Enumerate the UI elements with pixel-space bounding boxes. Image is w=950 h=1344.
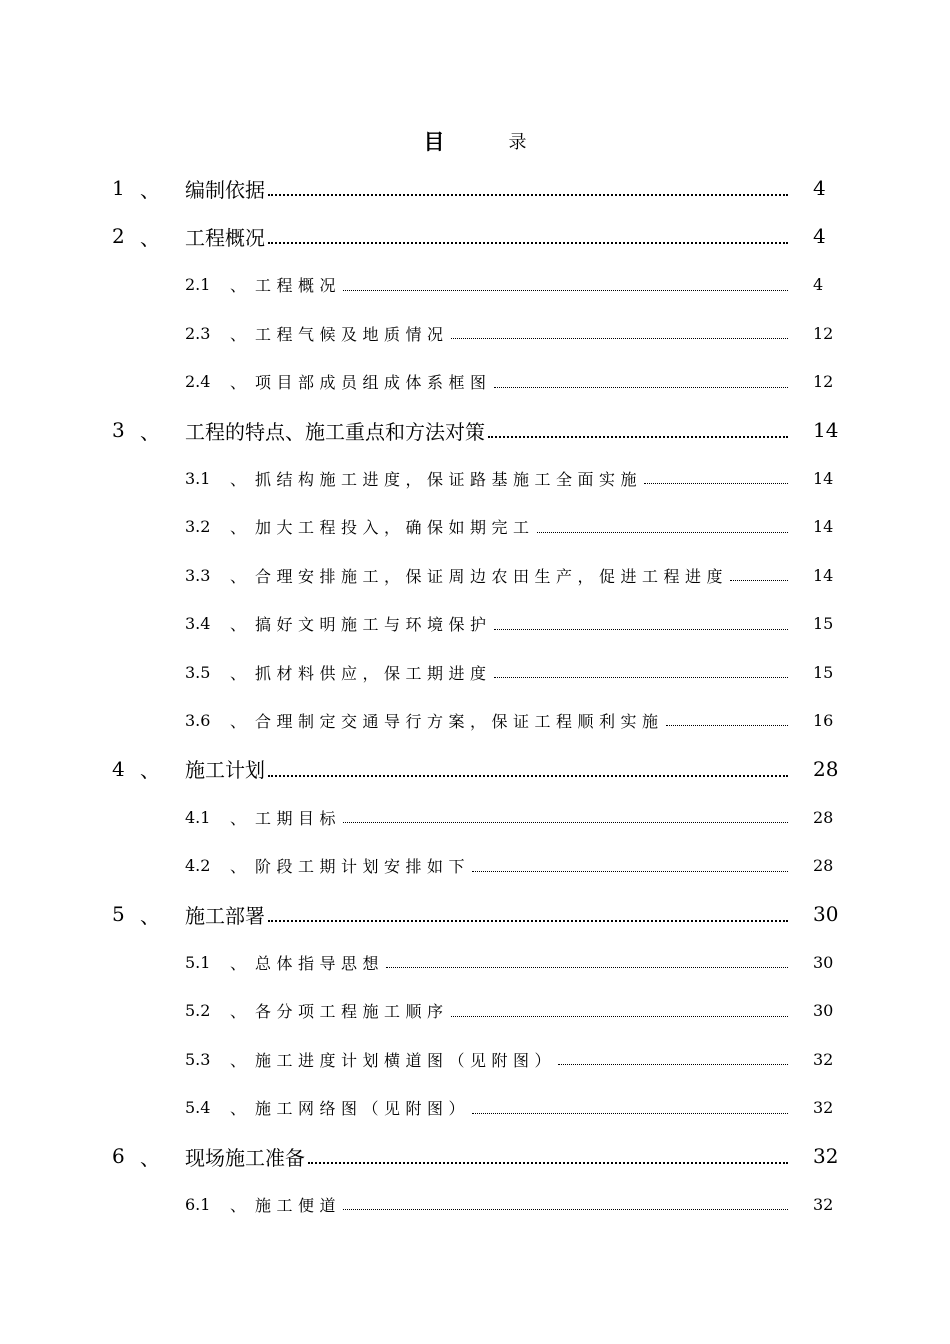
toc-entry-page: 28 (813, 807, 834, 827)
toc-entry-number: 4.1 (185, 807, 211, 827)
toc-entry-separator: 、 (230, 615, 247, 635)
toc-entry-label: 工程概况 (255, 273, 342, 296)
toc-entry-number: 3 (112, 418, 125, 442)
dot-leader (472, 1111, 788, 1114)
toc-entry-label: 项目部成员组成体系框图 (255, 370, 493, 393)
toc-entry-label: 各分项工程施工顺序 (255, 999, 450, 1022)
toc-entry-separator: 、 (230, 324, 247, 344)
toc-entry-separator: 、 (140, 1145, 160, 1170)
toc-entry-label: 加大工程投入，确保如期完工 (255, 515, 536, 538)
toc-entry-number: 2 (112, 224, 125, 249)
toc-entry[interactable] (0, 704, 950, 736)
toc-entry[interactable] (0, 1188, 950, 1220)
toc-entry-label: 阶段工期计划安排如下 (255, 854, 471, 877)
toc-entry-label: 施工进度计划横道图（见附图） (255, 1048, 557, 1071)
dot-leader (730, 578, 788, 581)
toc-entry-page: 4 (813, 224, 826, 249)
toc-entry[interactable] (0, 462, 950, 494)
toc-entry-separator: 、 (140, 419, 160, 444)
dot-leader (308, 1160, 788, 1164)
toc-entry[interactable] (0, 511, 950, 543)
toc-entry-separator: 、 (230, 276, 247, 296)
toc-entry-separator: 、 (230, 808, 247, 828)
toc-entry[interactable] (0, 946, 950, 978)
toc-entry[interactable] (0, 172, 950, 204)
toc-entry-label: 抓结构施工进度，保证路基施工全面实施 (255, 467, 643, 490)
toc-entry[interactable] (0, 414, 950, 446)
toc-entry-number: 2.1 (185, 275, 211, 295)
dot-leader (268, 773, 788, 777)
toc-entry-page: 14 (813, 565, 834, 585)
toc-entry-number: 5.2 (185, 1001, 211, 1021)
toc-entry-separator: 、 (230, 1002, 247, 1022)
toc-entry-separator: 、 (140, 903, 160, 928)
toc-entry-label: 搞好文明施工与环境保护 (255, 612, 493, 635)
toc-entry-separator: 、 (230, 469, 247, 489)
toc-entry-number: 5.3 (185, 1049, 211, 1069)
toc-entry-separator: 、 (230, 1195, 247, 1215)
toc-entry-number: 3.5 (185, 662, 211, 682)
toc-entry-separator: 、 (230, 663, 247, 683)
toc-entry-page: 32 (813, 1049, 834, 1069)
toc-entry-page: 4 (813, 275, 824, 295)
dot-leader (343, 1207, 788, 1210)
toc-entry[interactable] (0, 1043, 950, 1075)
toc-entry-page: 12 (813, 323, 834, 343)
dot-leader (666, 723, 788, 726)
toc-entry[interactable] (0, 269, 950, 301)
toc-entry-label: 施工便道 (255, 1193, 342, 1216)
toc-entry-page: 15 (813, 662, 834, 682)
dot-leader (494, 675, 788, 678)
toc-entry-number: 3.6 (185, 710, 211, 730)
toc-entry[interactable] (0, 220, 950, 252)
toc-entry-page: 12 (813, 372, 834, 392)
toc-entry-separator: 、 (140, 758, 160, 783)
toc-entry-number: 3.1 (185, 468, 211, 488)
toc-entry-separator: 、 (230, 1099, 247, 1119)
dot-leader (494, 385, 788, 388)
toc-entry-number: 2.4 (185, 372, 211, 392)
toc-entry-separator: 、 (230, 1050, 247, 1070)
dot-leader (343, 288, 788, 291)
toc-entry-separator: 、 (230, 857, 247, 877)
toc-entry-page: 4 (813, 176, 826, 200)
dot-leader (472, 869, 788, 872)
toc-entry-separator: 、 (230, 711, 247, 731)
dot-leader (268, 918, 788, 922)
toc-entry-number: 3.2 (185, 517, 211, 537)
toc-entry-page: 14 (813, 468, 834, 488)
dot-leader (488, 434, 788, 438)
toc-entry-number: 1 (112, 176, 125, 200)
toc-entry[interactable] (0, 317, 950, 349)
toc-entry-page: 30 (813, 902, 839, 926)
toc-entry-label: 工程的特点、施工重点和方法对策 (185, 416, 487, 445)
toc-entry-label: 抓材料供应，保工期进度 (255, 661, 493, 684)
toc-title-part1: 目 (423, 129, 445, 154)
toc-title-part2: 录 (508, 132, 527, 153)
toc-entry-label: 合理制定交通导行方案，保证工程顺利实施 (255, 709, 665, 732)
toc-entry-page: 30 (813, 952, 834, 972)
toc-entry-page: 32 (813, 1194, 834, 1214)
toc-entry-number: 6 (112, 1144, 125, 1168)
dot-leader (268, 192, 788, 196)
toc-entry-number: 4.2 (185, 856, 211, 876)
toc-entry-separator: 、 (140, 177, 160, 202)
toc-entry-label: 总体指导思想 (255, 951, 385, 974)
toc-entry-page: 30 (813, 1001, 834, 1021)
toc-entry[interactable] (0, 753, 950, 785)
toc-entry-page: 32 (813, 1144, 839, 1168)
toc-entry-label: 施工网络图（见附图） (255, 1096, 471, 1119)
dot-leader (343, 820, 788, 823)
toc-entry-separator: 、 (230, 373, 247, 393)
toc-entry-number: 2.3 (185, 323, 211, 343)
dot-leader (268, 240, 788, 244)
toc-entry[interactable] (0, 898, 950, 930)
toc-entry-page: 16 (813, 710, 834, 730)
toc-entry-number: 5 (112, 902, 125, 926)
toc-entry-number: 4 (112, 756, 125, 781)
dot-leader (537, 530, 788, 533)
toc-entry[interactable] (0, 608, 950, 640)
dot-leader (558, 1062, 788, 1065)
toc-entry[interactable] (0, 850, 950, 882)
toc-entry-number: 3.4 (185, 614, 211, 634)
toc-entry[interactable] (0, 801, 950, 833)
toc-entry-page: 28 (813, 856, 834, 876)
toc-entry-label: 工期目标 (255, 806, 342, 829)
toc-entry-number: 3.3 (185, 565, 211, 585)
toc-entry-page: 15 (813, 614, 834, 634)
toc-entry[interactable] (0, 995, 950, 1027)
toc-entry-separator: 、 (140, 225, 160, 250)
toc-entry-label: 工程气候及地质情况 (255, 322, 450, 345)
toc-entry-label: 施工计划 (185, 754, 267, 783)
dot-leader (451, 1014, 788, 1017)
dot-leader (451, 336, 788, 339)
toc-entry[interactable] (0, 559, 950, 591)
toc-entry-separator: 、 (230, 566, 247, 586)
toc-entry-number: 5.1 (185, 952, 211, 972)
toc-entry-number: 6.1 (185, 1194, 211, 1214)
toc-title (0, 124, 950, 158)
toc-entry[interactable] (0, 1092, 950, 1124)
toc-entry-page: 28 (813, 756, 839, 781)
toc-entry-label: 施工部署 (185, 900, 267, 929)
toc-entry-page: 32 (813, 1098, 834, 1118)
toc-entry-label: 合理安排施工，保证周边农田生产，促进工程进度 (255, 564, 729, 587)
toc-entry[interactable] (0, 366, 950, 398)
toc-entry-page: 14 (813, 418, 839, 442)
toc-entry-separator: 、 (230, 953, 247, 973)
toc-entry-label: 编制依据 (185, 174, 267, 203)
dot-leader (644, 481, 788, 484)
toc-entry-separator: 、 (230, 518, 247, 538)
toc-entry[interactable] (0, 1140, 950, 1172)
dot-leader (386, 965, 788, 968)
toc-entry-label: 现场施工准备 (185, 1142, 307, 1171)
dot-leader (494, 627, 788, 630)
toc-entry-number: 5.4 (185, 1098, 211, 1118)
toc-entry-page: 14 (813, 517, 834, 537)
toc-entry-label: 工程概况 (185, 222, 267, 251)
toc-entry[interactable] (0, 656, 950, 688)
